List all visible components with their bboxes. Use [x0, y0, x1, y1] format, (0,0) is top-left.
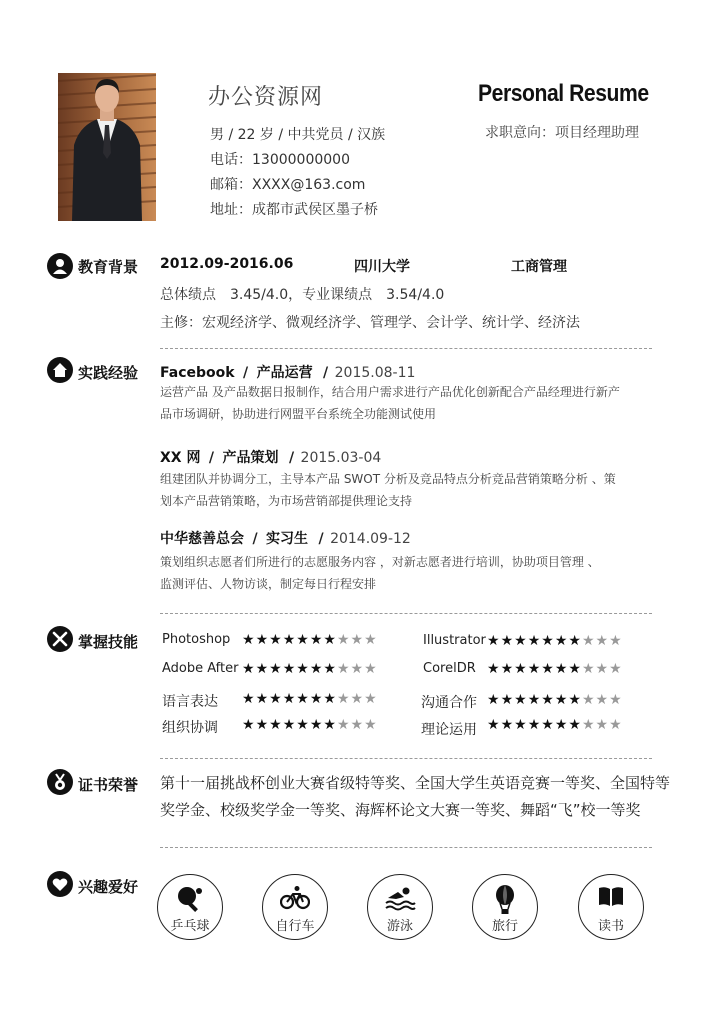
home-icon: [47, 357, 73, 383]
book-icon: [597, 885, 625, 913]
rating-star: ★: [336, 632, 351, 648]
section-title-skills: 掌握技能: [78, 633, 139, 651]
rating-star: ★: [595, 633, 610, 649]
skill-rating: [242, 717, 378, 733]
job-intent: 求职意向：项目经理助理: [485, 125, 639, 141]
rating-star: ★: [595, 661, 610, 677]
experience-date: 2015.03-04: [300, 450, 382, 466]
hobby-item: [578, 874, 644, 940]
rating-star: ★: [609, 692, 623, 708]
rating-star: ★: [364, 717, 378, 733]
separator: /: [323, 365, 329, 381]
rating-star: ★: [255, 632, 270, 648]
separator: /: [318, 531, 324, 547]
rating-star: ★: [609, 717, 623, 733]
skill-name: CorelDR: [423, 661, 476, 676]
rating-star: ★: [269, 691, 283, 707]
rating-star: ★: [364, 691, 378, 707]
rating-star: ★: [595, 692, 610, 708]
rating-star: ★: [581, 661, 596, 677]
skill-rating: [487, 692, 623, 708]
rating-star: ★: [581, 633, 596, 649]
separator: /: [252, 531, 258, 547]
skill-rating: [487, 661, 623, 677]
rating-star: ★: [514, 692, 528, 708]
swimming-icon: [384, 885, 416, 915]
experience-desc-line: 划本产品营销策略，为市场营销部提供理论支持: [160, 494, 413, 508]
skill-rating: [242, 632, 378, 648]
rating-star: ★: [282, 661, 297, 677]
experience-date: 2015.08-11: [334, 365, 416, 381]
section-divider: [160, 758, 652, 759]
rating-star: ★: [500, 633, 515, 649]
separator: /: [288, 450, 295, 466]
rating-star: ★: [568, 717, 582, 733]
bicycle-icon: [280, 885, 310, 915]
rating-star: ★: [336, 661, 351, 677]
rating-star: ★: [255, 717, 270, 733]
rating-star: ★: [296, 661, 310, 677]
experience-desc-line: 组建团队并协调分工，主导本产品 SWOT 分析及竞品特点分析竞品营销策略分析 、策: [160, 472, 616, 486]
rating-star: ★: [364, 661, 378, 677]
rating-star: ★: [527, 661, 542, 677]
rating-star: ★: [500, 692, 515, 708]
hobby-label: 游泳: [386, 919, 413, 934]
skill-rating: [242, 691, 378, 707]
experience-role: 产品策划: [222, 450, 279, 466]
address: 地址：成都市武侯区墨子桥: [210, 202, 378, 218]
rating-star: ★: [323, 717, 337, 733]
profile-photo: [58, 73, 156, 221]
rating-star: ★: [282, 717, 297, 733]
hobby-item: [472, 874, 538, 940]
rating-star: ★: [364, 632, 378, 648]
rating-star: ★: [255, 691, 270, 707]
certificates-line: 第十一届挑战杯创业大赛省级特等奖、全国大学生英语竞赛一等奖、全国特等: [160, 774, 671, 792]
rating-star: ★: [514, 661, 528, 677]
skill-name: Illustrator: [423, 633, 486, 648]
rating-star: ★: [527, 692, 542, 708]
experience-role: 实习生: [266, 531, 309, 547]
experience-org: XX 网: [160, 450, 201, 466]
rating-star: ★: [309, 661, 324, 677]
skill-name: Photoshop: [162, 632, 231, 647]
ping-pong-icon: [176, 885, 204, 917]
experience-org: Facebook: [160, 365, 235, 381]
rating-star: ★: [595, 717, 610, 733]
section-title-education: 教育背景: [78, 258, 139, 276]
experience-heading: [160, 447, 381, 467]
rating-star: ★: [350, 717, 365, 733]
rating-star: ★: [282, 691, 297, 707]
resume-title: Personal Resume: [478, 80, 649, 107]
candidate-name: 办公资源网: [208, 85, 324, 110]
rating-star: ★: [541, 661, 555, 677]
skill-rating: [242, 661, 378, 677]
separator: /: [208, 450, 215, 466]
section-title-hobbies: 兴趣爱好: [78, 878, 139, 896]
skill-name: 组织协调: [162, 720, 218, 736]
rating-star: ★: [323, 661, 337, 677]
rating-star: ★: [487, 692, 501, 708]
education-courses: 主修：宏观经济学、微观经济学、管理学、会计学、统计学、经济法: [160, 315, 580, 331]
rating-star: ★: [500, 661, 515, 677]
rating-star: ★: [282, 632, 297, 648]
section-title-practice: 实践经验: [78, 364, 139, 382]
rating-star: ★: [487, 661, 501, 677]
experience-heading: [160, 362, 415, 382]
experience-desc-line: 监测评估、人物访谈，制定每日行程安排: [160, 577, 377, 591]
section-divider: [160, 613, 652, 614]
hobby-item: [157, 874, 223, 940]
rating-star: ★: [527, 633, 542, 649]
rating-star: ★: [242, 717, 256, 733]
skill-name: Adobe After: [162, 661, 239, 676]
rating-star: ★: [309, 632, 324, 648]
experience-desc-line: 品市场调研，协助进行网盟平台系统全功能测试使用: [160, 407, 437, 421]
rating-star: ★: [336, 691, 351, 707]
rating-star: ★: [336, 717, 351, 733]
section-title-certificates: 证书荣誉: [78, 776, 139, 794]
rating-star: ★: [350, 691, 365, 707]
heart-icon: [47, 871, 73, 897]
rating-star: ★: [323, 691, 337, 707]
rating-star: ★: [541, 692, 555, 708]
skill-name: 沟通合作: [421, 695, 477, 711]
rating-star: ★: [568, 661, 582, 677]
education-gpa: 总体绩点 3.45/4.0，专业课绩点 3.54/4.0: [160, 287, 445, 303]
medal-icon: [47, 769, 73, 795]
rating-star: ★: [296, 632, 310, 648]
hobby-item: [262, 874, 328, 940]
rating-star: ★: [609, 633, 623, 649]
skill-rating: [487, 633, 623, 649]
experience-role: 产品运营: [256, 365, 313, 381]
rating-star: ★: [242, 632, 256, 648]
basic-info: 男 / 22 岁 / 中共党员 / 汉族: [210, 127, 386, 143]
email: 邮箱：XXXX@163.com: [210, 177, 366, 193]
skill-rating: [487, 717, 623, 733]
section-divider: [160, 847, 652, 848]
rating-star: ★: [309, 691, 324, 707]
rating-star: ★: [296, 717, 310, 733]
tools-icon: [47, 626, 73, 652]
rating-star: ★: [269, 661, 283, 677]
rating-star: ★: [487, 717, 501, 733]
rating-star: ★: [514, 717, 528, 733]
rating-star: ★: [581, 717, 596, 733]
education-school: 四川大学: [354, 259, 410, 275]
skill-name: 理论运用: [421, 722, 477, 738]
rating-star: ★: [568, 692, 582, 708]
phone: 电话：13000000000: [210, 152, 350, 168]
experience-date: 2014.09-12: [330, 531, 411, 547]
rating-star: ★: [487, 633, 501, 649]
rating-star: ★: [242, 691, 256, 707]
rating-star: ★: [269, 632, 283, 648]
hobby-label: 旅行: [491, 919, 518, 934]
rating-star: ★: [269, 717, 283, 733]
rating-star: ★: [527, 717, 542, 733]
profile-photo-image: [58, 73, 156, 221]
education-period: 2012.09-2016.06: [160, 256, 294, 272]
certificates-line: 奖学金、校级奖学金一等奖、海辉杯论文大赛一等奖、舞蹈“飞”校一等奖: [160, 801, 641, 819]
rating-star: ★: [500, 717, 515, 733]
rating-star: ★: [554, 717, 569, 733]
hobby-item: [367, 874, 433, 940]
education-major: 工商管理: [511, 259, 567, 275]
rating-star: ★: [323, 632, 337, 648]
rating-star: ★: [296, 691, 310, 707]
rating-star: ★: [350, 661, 365, 677]
experience-desc-line: 策划组织志愿者们所进行的志愿服务内容 ，对新志愿者进行培训，协助项目管理 、: [160, 555, 600, 569]
section-divider: [160, 348, 652, 349]
hobby-label: 自行车: [275, 919, 315, 934]
hot-air-balloon-icon: [494, 885, 516, 919]
experience-desc-line: 运营产品 及产品数据日报制作，结合用户需求进行产品优化创新配合产品经理进行新产: [160, 385, 620, 399]
graduation-cap-icon: [47, 253, 73, 279]
rating-star: ★: [554, 633, 569, 649]
rating-star: ★: [568, 633, 582, 649]
rating-star: ★: [255, 661, 270, 677]
rating-star: ★: [554, 692, 569, 708]
rating-star: ★: [350, 632, 365, 648]
rating-star: ★: [541, 633, 555, 649]
rating-star: ★: [309, 717, 324, 733]
hobby-label: 读书: [597, 919, 624, 934]
rating-star: ★: [541, 717, 555, 733]
separator: /: [243, 365, 249, 381]
rating-star: ★: [514, 633, 528, 649]
experience-heading: [160, 528, 411, 548]
rating-star: ★: [581, 692, 596, 708]
skill-name: 语言表达: [162, 694, 218, 710]
rating-star: ★: [242, 661, 256, 677]
rating-star: ★: [609, 661, 623, 677]
rating-star: ★: [554, 661, 569, 677]
experience-org: 中华慈善总会: [160, 531, 244, 547]
hobby-label: 乒乓球: [170, 919, 210, 934]
